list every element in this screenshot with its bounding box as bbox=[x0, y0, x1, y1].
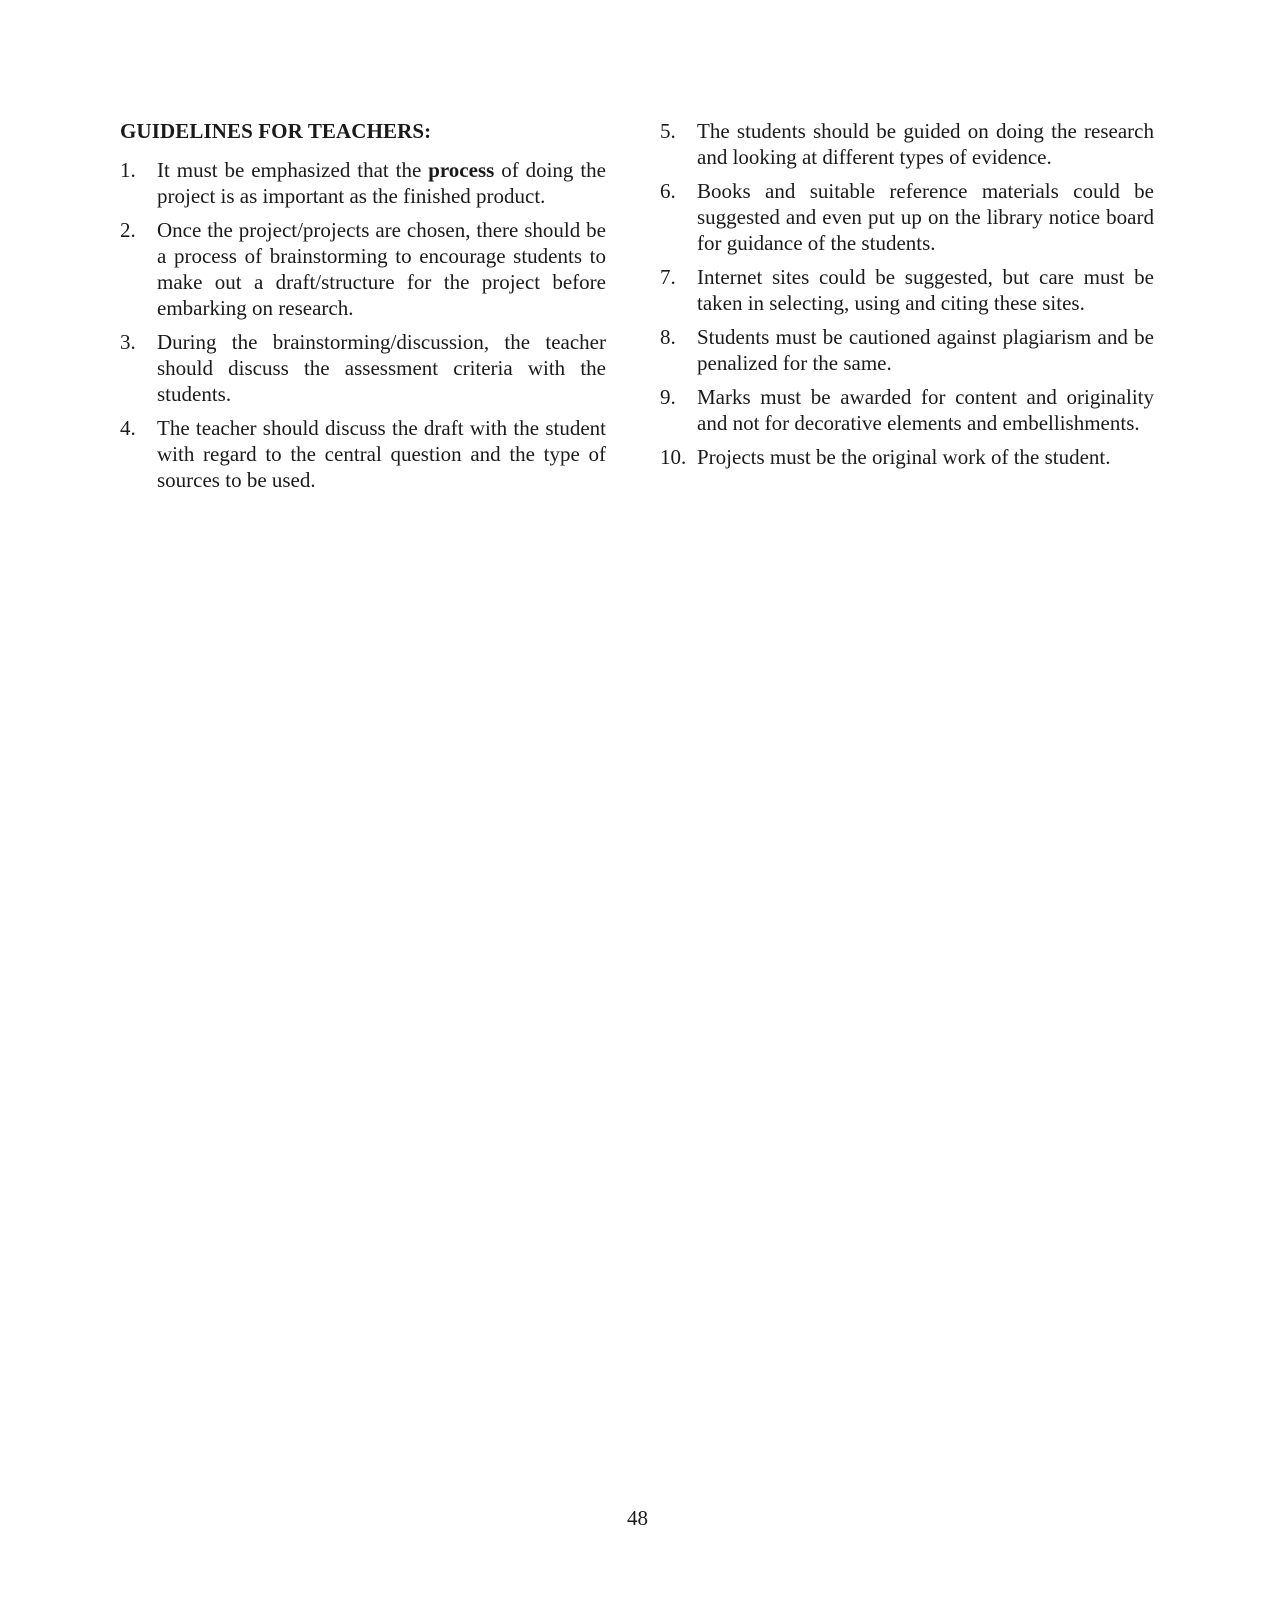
item-number: 8. bbox=[660, 325, 676, 349]
item-text-end: of doing the project is as important as the finished product. bbox=[157, 158, 606, 208]
item-text: Books and suitable reference materials could be suggested and even put up on the library notice board for guidance of the students. bbox=[697, 179, 1154, 255]
list-item bbox=[660, 384, 1154, 436]
item-text: Internet sites could be suggested, but care must be taken in selecting, using and citing these sites. bbox=[697, 265, 1154, 315]
item-text: Projects must be the original work of the student. bbox=[697, 445, 1111, 469]
item-text: During the brainstorming/discussion, the teacher should discuss the assessment criteria with the students. bbox=[157, 330, 606, 406]
list-item bbox=[120, 217, 606, 321]
section-heading: GUIDELINES FOR TEACHERS: bbox=[120, 119, 432, 143]
list-item bbox=[660, 264, 1154, 316]
list-item bbox=[660, 324, 1154, 376]
item-number: 10. bbox=[660, 445, 687, 469]
right-column bbox=[660, 118, 1154, 478]
page-number: 48 bbox=[627, 1506, 648, 1530]
item-text: Students must be cautioned against plagiarism and be penalized for the same. bbox=[697, 325, 1154, 375]
item-text-bold: process bbox=[428, 158, 495, 182]
left-column bbox=[120, 118, 606, 501]
item-number: 9. bbox=[660, 385, 676, 409]
item-number: 7. bbox=[660, 265, 676, 289]
list-item bbox=[120, 415, 606, 493]
item-text-start: It must be emphasized that the bbox=[157, 158, 429, 182]
item-text: The students should be guided on doing the research and looking at different types of evidence. bbox=[697, 119, 1154, 169]
list-item bbox=[660, 444, 1154, 470]
item-text: The teacher should discuss the draft with the student with regard to the central question and the type of sources to be used. bbox=[157, 416, 606, 492]
list-item bbox=[120, 329, 606, 407]
item-number: 4. bbox=[120, 416, 136, 440]
item-number: 3. bbox=[120, 330, 136, 354]
list-item bbox=[120, 157, 606, 209]
item-number: 2. bbox=[120, 218, 136, 242]
item-number: 5. bbox=[660, 119, 676, 143]
list-item bbox=[660, 118, 1154, 170]
item-text: Once the project/projects are chosen, there should be a process of brainstorming to encourage students to make out a draft/structure for the project before embarking on research. bbox=[157, 218, 606, 320]
item-number: 6. bbox=[660, 179, 676, 203]
guidelines-list-right bbox=[660, 118, 1154, 470]
guidelines-list-left bbox=[120, 157, 606, 493]
item-number: 1. bbox=[120, 158, 136, 182]
list-item bbox=[660, 178, 1154, 256]
item-text: Marks must be awarded for content and originality and not for decorative elements and embellishments. bbox=[697, 385, 1154, 435]
